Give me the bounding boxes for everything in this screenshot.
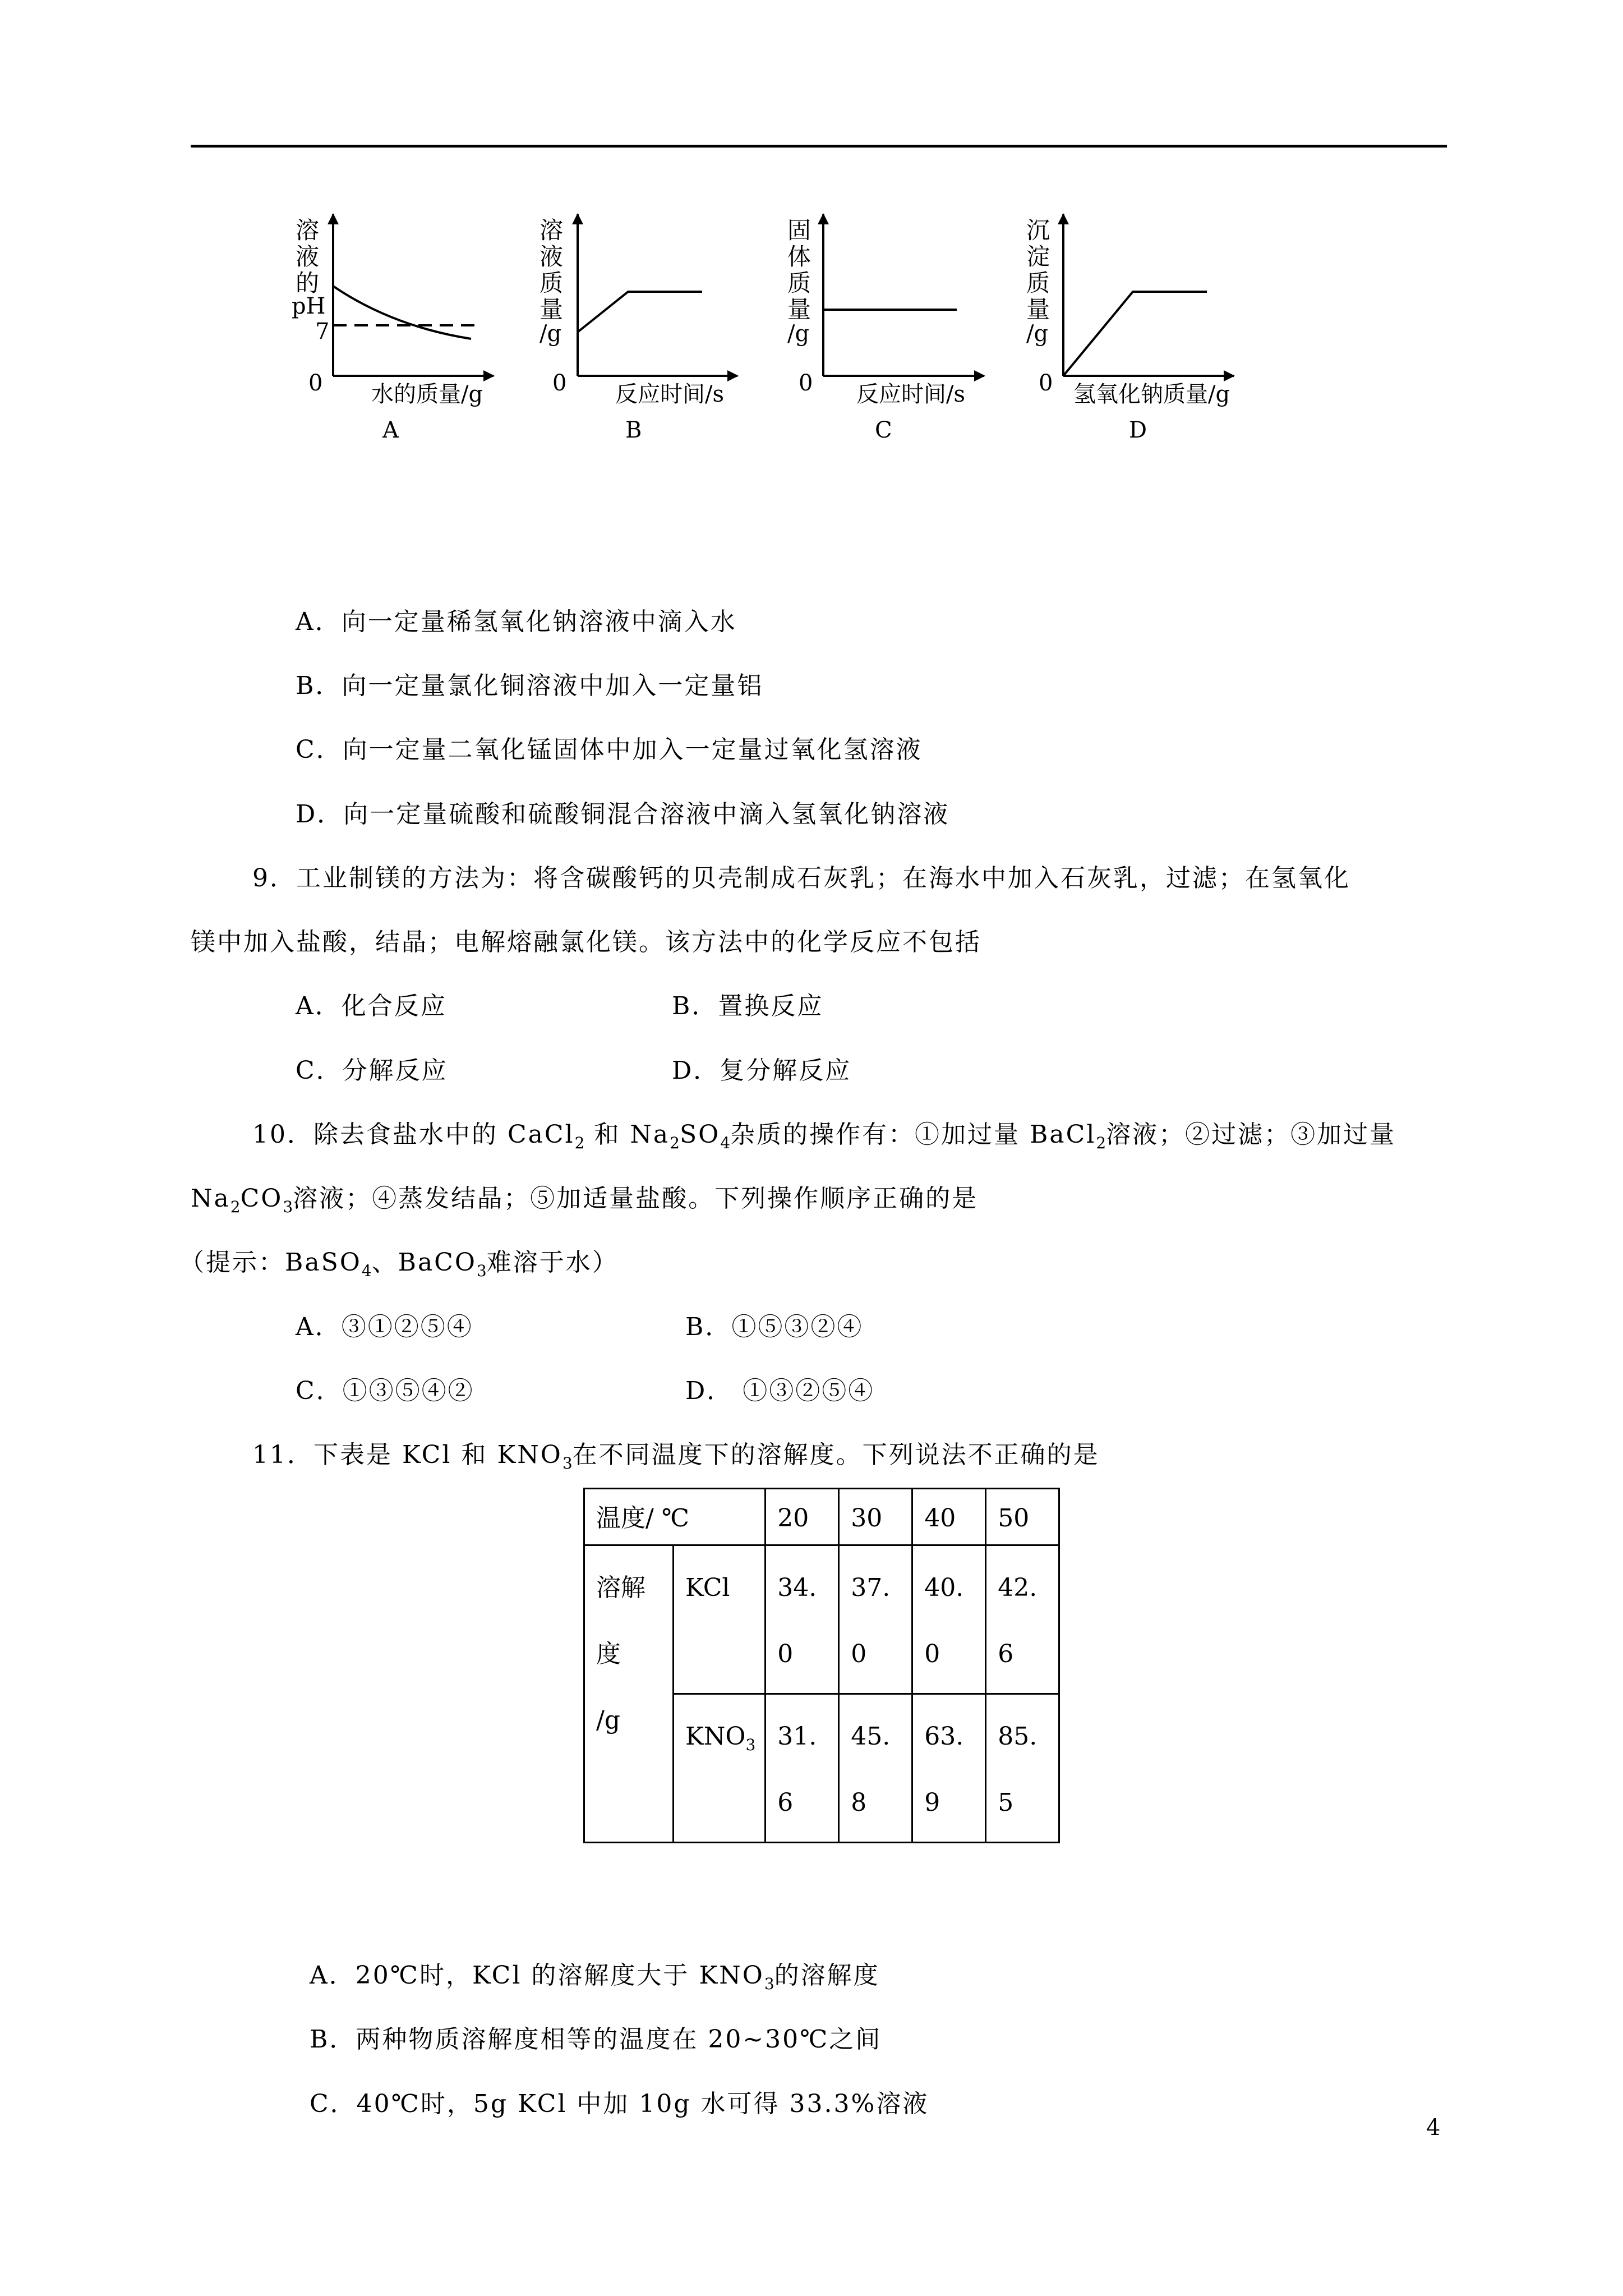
graph-d-letter: D [1129,417,1147,443]
q11-text: 的溶解度 [774,1961,880,1990]
side-label-line: 度 [596,1640,621,1668]
q11-text: 在不同温度下的溶解度。下列说法不正确的是 [572,1441,1100,1469]
cell-line: 6 [777,1788,794,1817]
graph-a-letter: A [382,417,399,443]
graph-a [292,214,494,443]
q10-stem-line-1 [252,1114,1396,1152]
q10-hint [179,1242,619,1280]
cell-line: 0 [777,1640,794,1668]
table-cell [912,1694,986,1843]
graph-c-ylabel-2: 体 [787,243,811,270]
q11-sub: 3 [764,1975,774,1993]
graph-c-ylabel-4: 量 [787,296,811,323]
graph-c-letter: C [875,417,892,443]
q10-option-c: C．①③⑤④② [296,1377,474,1405]
q10-sub: 2 [670,1134,680,1152]
q10-option-a: A．③①②⑤④ [296,1313,473,1341]
graph-d [1026,214,1234,443]
graphs-figure [0,0,1623,460]
table-kno3-label [674,1694,766,1843]
graph-a-origin: 0 [308,370,323,396]
graph-a-ylabel-1: 溶 [296,217,320,244]
q10-sub: 4 [361,1262,372,1280]
cell-line: 42. [998,1573,1038,1602]
table-cell [839,1694,912,1843]
q10-sub: 2 [574,1134,585,1152]
q10-text: 、BaCO [371,1248,477,1277]
kno3-text: KNO [685,1722,746,1751]
solubility-table [583,1488,1060,1843]
cell-line: 6 [998,1640,1014,1668]
cell-line: 5 [998,1788,1014,1817]
graph-b-xlabel: 反应时间/s [615,381,725,407]
table-header-cell: 50 [986,1489,1059,1545]
graph-b-ylabel-5: /g [540,321,562,347]
q9-stem-line-1: 9．工业制镁的方法为：将含碳酸钙的贝壳制成石灰乳；在海水中加入石灰乳，过滤；在氢氧化 [252,864,1350,892]
q10-text: （提示：BaSO [179,1248,362,1277]
graph-c-xlabel: 反应时间/s [856,381,966,407]
table-row [584,1545,1059,1694]
graph-d-origin: 0 [1039,370,1053,396]
graph-b-origin: 0 [552,370,567,396]
q10-text: 溶液；④蒸发结晶；⑤加适量盐酸。下列操作顺序正确的是 [293,1184,979,1213]
table-kcl-label: KCl [674,1545,766,1694]
q11-option-b: B．两种物质溶解度相等的温度在 20~30℃之间 [310,2025,882,2054]
kno3-sub: 3 [745,1736,756,1754]
table-cell [766,1694,839,1843]
graph-b [540,214,737,443]
graph-a-ylabel-3: 的 [296,269,320,297]
table-header-cell: 30 [839,1489,912,1545]
q10-text: SO [680,1120,721,1149]
q11-text: 11．下表是 KCl 和 KNO [252,1441,562,1469]
graph-c-ylabel-3: 质 [787,269,811,297]
q10-sub: 2 [1096,1134,1106,1152]
q10-text: Na [191,1184,230,1213]
q9-option-b: B．置换反应 [672,992,824,1020]
q10-text: 和 Na [584,1120,670,1149]
q10-sub: 4 [720,1134,731,1152]
q8-option-c: C．向一定量二氧化锰固体中加入一定量过氧化氢溶液 [296,735,923,764]
q10-text: 杂质的操作有：①加过量 BaCl [730,1120,1096,1149]
table-header-cell: 20 [766,1489,839,1545]
q10-sub: 3 [283,1198,293,1216]
table-cell [912,1545,986,1694]
page-number: 4 [1426,2115,1441,2141]
graph-d-xlabel: 氢氧化钠质量/g [1073,381,1230,407]
graph-b-ylabel-4: 量 [540,296,564,323]
cell-line: 9 [924,1788,940,1817]
q11-option-a [310,1955,880,1993]
graph-b-ylabel-1: 溶 [540,217,564,244]
graph-d-ylabel-5: /g [1026,321,1049,347]
table-header-cell: 40 [912,1489,986,1545]
table-cell [986,1545,1059,1694]
q10-stem-line-2 [191,1178,978,1216]
q10-sub: 3 [476,1262,487,1280]
cell-line: 40. [924,1573,964,1602]
graph-b-ylabel-3: 质 [540,269,564,297]
graph-d-ylabel-1: 沉 [1026,217,1050,244]
q10-sub: 2 [230,1198,241,1216]
q9-option-c: C．分解反应 [296,1056,448,1085]
q9-option-d: D．复分解反应 [672,1056,852,1085]
table-cell [839,1545,912,1694]
graph-a-ylabel-4: pH [292,293,326,319]
cell-line: 37. [851,1573,891,1602]
table-cell [986,1694,1059,1843]
q11-option-c: C．40℃时，5g KCl 中加 10g 水可得 33.3%溶液 [310,2090,929,2118]
graph-a-seven: 7 [315,319,330,344]
q11-text: A．20℃时，KCl 的溶解度大于 KNO [310,1961,764,1990]
q8-option-b: B．向一定量氯化铜溶液中加入一定量铝 [296,671,764,700]
cell-line: 0 [851,1640,867,1668]
side-label-line: /g [596,1706,620,1734]
q8-option-a: A．向一定量稀氢氧化钠溶液中滴入水 [296,608,737,636]
table-side-label [584,1545,674,1843]
cell-line: 31. [777,1722,817,1751]
side-label-line: 溶解 [596,1573,645,1602]
q8-option-d: D．向一定量硫酸和硫酸铜混合溶液中滴入氢氧化钠溶液 [296,800,950,829]
table-row [584,1489,1059,1545]
q10-option-b: B．①⑤③②④ [685,1313,864,1341]
graph-a-xlabel: 水的质量/g [371,381,483,407]
cell-line: 63. [924,1722,964,1751]
cell-line: 8 [851,1788,867,1817]
graph-d-ylabel-4: 量 [1026,296,1050,323]
table-cell [766,1545,839,1694]
q11-stem [252,1434,1100,1473]
q10-text: 难溶于水） [486,1248,619,1277]
cell-line: 0 [924,1640,940,1668]
q10-text: 溶液；②过滤；③加过量 [1106,1120,1396,1149]
graph-d-ylabel-2: 淀 [1026,243,1050,270]
graph-d-ylabel-3: 质 [1026,269,1050,297]
table-header-temp: 温度/ ℃ [584,1489,766,1545]
graph-c [787,214,984,443]
graph-b-letter: B [625,417,642,443]
q10-text: 10．除去食盐水中的 CaCl [252,1120,575,1149]
graph-c-ylabel-1: 固 [787,217,811,244]
cell-line: 34. [777,1573,817,1602]
q9-stem-line-2: 镁中加入盐酸，结晶；电解熔融氯化镁。该方法中的化学反应不包括 [191,928,981,956]
cell-line: 45. [851,1722,891,1751]
q10-option-d: D． ①③②⑤④ [685,1377,875,1405]
q11-sub: 3 [562,1454,573,1473]
q9-option-a: A．化合反应 [296,992,447,1020]
graph-b-ylabel-2: 液 [540,243,564,270]
q10-text: CO [240,1184,283,1213]
graph-c-origin: 0 [799,370,813,396]
graph-a-ylabel-2: 液 [296,243,320,270]
graph-c-ylabel-5: /g [787,321,810,347]
cell-line: 85. [998,1722,1038,1751]
